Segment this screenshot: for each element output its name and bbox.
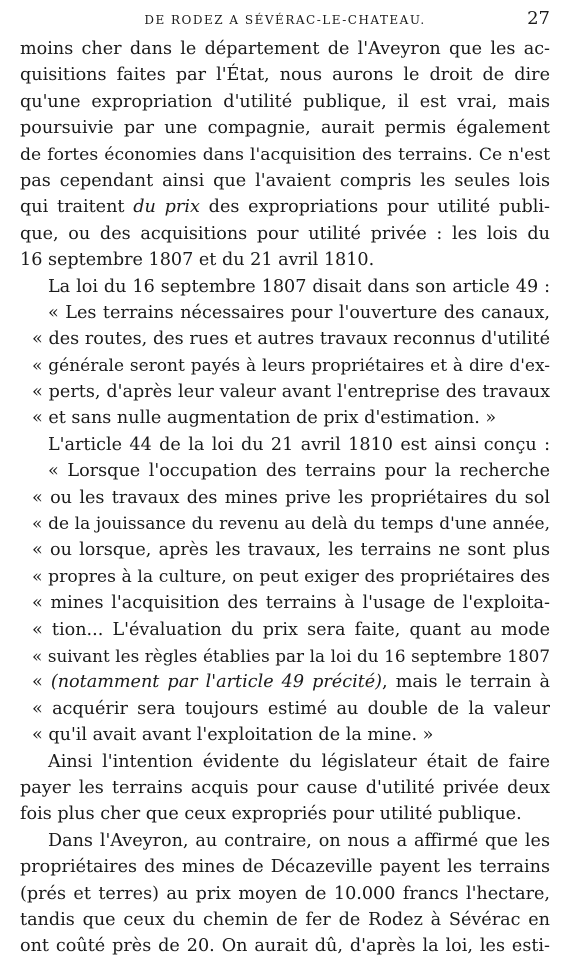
text-line: « de la jouissance du revenu au delà du temps d'une année, bbox=[32, 514, 550, 535]
text-line: poursuivie par une compagnie, aurait permis également bbox=[20, 118, 550, 139]
text-line: « ou lorsque, après les travaux, les terrains ne sont plus bbox=[32, 540, 550, 561]
text-line: moins cher dans le département de l'Aveyron que les ac- bbox=[20, 39, 550, 59]
text-line: « tion... L'évaluation du prix sera faite, quant au mode bbox=[32, 619, 550, 640]
text-line: qui traitent du prix des expropriations pour utilité publi- bbox=[20, 197, 550, 218]
text-line: fois plus cher que ceux expropriés pour utilité publique. bbox=[20, 804, 522, 825]
text-line: qu'une expropriation d'utilité publique, il est vrai, mais bbox=[20, 91, 550, 112]
text-line: Dans l'Aveyron, au contraire, on nous a affirmé que les bbox=[48, 830, 550, 851]
text-line: « Les terrains nécessaires pour l'ouverture des canaux, bbox=[48, 302, 550, 323]
text-line: « (notamment par l'article 49 précité), mais le terrain à bbox=[32, 672, 550, 693]
text-line: Ainsi l'intention évidente du législateur était de faire bbox=[48, 751, 550, 772]
body-text bbox=[20, 36, 550, 960]
text-line: que, ou des acquisitions pour utilité privée : les lois du bbox=[20, 223, 550, 244]
text-line: « Lorsque l'occupation des terrains pour la recherche bbox=[48, 461, 550, 482]
text-line: « propres à la culture, on peut exiger des propriétaires des bbox=[32, 566, 550, 587]
text-line: L'article 44 de la loi du 21 avril 1810 est ainsi conçu : bbox=[48, 434, 550, 455]
text-line: pas cependant ainsi que l'avaient compris les seules lois bbox=[20, 170, 550, 191]
running-title: DE RODEZ A SÉVÉRAC-LE-CHATEAU. bbox=[144, 13, 426, 27]
text-line: « et sans nulle augmentation de prix d'estimation. » bbox=[32, 408, 497, 429]
text-line: tandis que ceux du chemin de fer de Rodez à Sévérac en bbox=[20, 909, 550, 930]
text-line: « ou les travaux des mines prive les propriétaires du sol bbox=[32, 487, 550, 508]
text-line: « acquérir sera toujours estimé au double de la valeur bbox=[32, 698, 550, 719]
text-line: « qu'il avait avant l'exploitation de la mine. » bbox=[32, 725, 434, 746]
text-line: ont coûté près de 20. On aurait dû, d'après la loi, les esti- bbox=[20, 936, 550, 957]
text-line: propriétaires des mines de Décazeville payent les terrains bbox=[20, 857, 550, 878]
text-line: « perts, d'après leur valeur avant l'entreprise des travaux bbox=[32, 382, 550, 403]
text-line: « suivant les règles établies par la loi du 16 septembre 1807 bbox=[32, 645, 550, 666]
text-line: La loi du 16 septembre 1807 disait dans son article 49 : bbox=[48, 276, 550, 297]
text-line: (prés et terres) au prix moyen de 10.000 francs l'hectare, bbox=[20, 883, 550, 904]
text-line: 16 septembre 1807 et du 21 avril 1810. bbox=[20, 250, 375, 271]
text-line: « mines l'acquisition des terrains à l'usage de l'exploita- bbox=[32, 593, 550, 614]
text-line: « générale seront payés à leurs propriétaires et à dire d'ex- bbox=[32, 355, 550, 376]
page-number: 27 bbox=[527, 8, 550, 29]
text-line: de fortes économies dans l'acquisition des terrains. Ce n'est bbox=[20, 144, 550, 165]
text-line: payer les terrains acquis pour cause d'utilité privée deux bbox=[20, 777, 550, 798]
text-line: quisitions faites par l'État, nous aurons le droit de dire bbox=[20, 65, 550, 86]
running-head bbox=[20, 8, 550, 32]
text-line: « des routes, des rues et autres travaux reconnus d'utilité bbox=[32, 329, 550, 350]
